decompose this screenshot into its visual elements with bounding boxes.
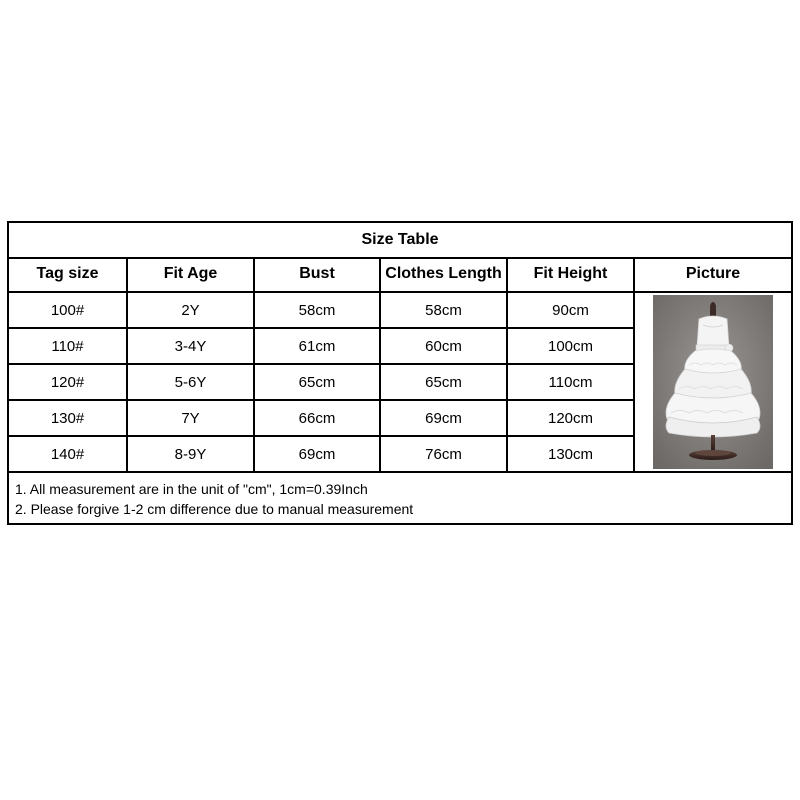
cell-fit-age: 2Y — [127, 292, 254, 328]
cell-tag-size: 140# — [9, 436, 127, 472]
cell-clothes-length: 58cm — [380, 292, 507, 328]
header-clothes-length: Clothes Length — [380, 257, 507, 292]
cell-clothes-length: 69cm — [380, 400, 507, 436]
cell-fit-age: 3-4Y — [127, 328, 254, 364]
table-row — [9, 292, 791, 328]
cell-tag-size: 130# — [9, 400, 127, 436]
header-row — [9, 257, 791, 292]
header-bust: Bust — [254, 257, 380, 292]
table-title: Size Table — [9, 223, 791, 259]
dress-mannequin-icon — [653, 295, 773, 469]
cell-bust: 66cm — [254, 400, 380, 436]
cell-fit-height: 110cm — [507, 364, 634, 400]
cell-bust: 69cm — [254, 436, 380, 472]
cell-fit-age: 8-9Y — [127, 436, 254, 472]
cell-clothes-length: 60cm — [380, 328, 507, 364]
note-difference: 2. Please forgive 1-2 cm difference due to manual measurement — [15, 501, 414, 517]
size-table — [7, 221, 793, 525]
dress-photo — [653, 295, 773, 469]
cell-bust: 58cm — [254, 292, 380, 328]
cell-tag-size: 110# — [9, 328, 127, 364]
note-unit: 1. All measurement are in the unit of "cm", 1cm=0.39Inch — [15, 481, 368, 497]
cell-fit-height: 90cm — [507, 292, 634, 328]
table-notes — [9, 475, 791, 523]
cell-clothes-length: 76cm — [380, 436, 507, 472]
cell-fit-height: 100cm — [507, 328, 634, 364]
header-fit-height: Fit Height — [507, 257, 634, 292]
cell-fit-age: 5-6Y — [127, 364, 254, 400]
cell-fit-height: 130cm — [507, 436, 634, 472]
cell-clothes-length: 65cm — [380, 364, 507, 400]
header-fit-age: Fit Age — [127, 257, 254, 292]
cell-tag-size: 100# — [9, 292, 127, 328]
cell-tag-size: 120# — [9, 364, 127, 400]
size-grid — [9, 257, 791, 473]
picture-cell — [634, 292, 791, 472]
cell-fit-age: 7Y — [127, 400, 254, 436]
header-tag-size: Tag size — [9, 257, 127, 292]
cell-bust: 65cm — [254, 364, 380, 400]
cell-fit-height: 120cm — [507, 400, 634, 436]
cell-bust: 61cm — [254, 328, 380, 364]
header-picture: Picture — [634, 257, 791, 292]
